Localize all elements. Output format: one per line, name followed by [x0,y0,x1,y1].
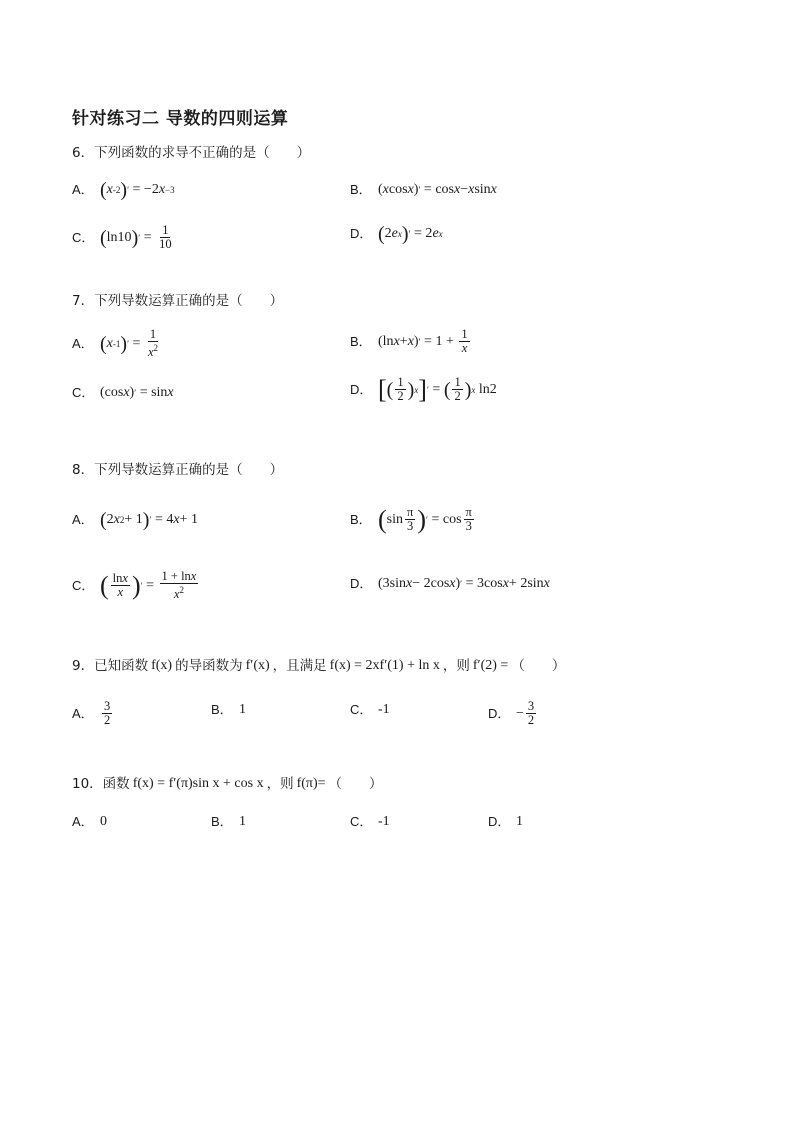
q7-option-c[interactable] [72,383,174,403]
option-label: C． [72,577,95,593]
math-expression: ( x -1 ) ′ = $\frac{1}{x^2}$ [100,327,158,360]
option-label: C． [72,229,95,245]
option-label: D． [350,576,373,591]
q9-option-a[interactable] [72,700,114,727]
math-inline: f(x) [151,658,173,673]
q8-option-d[interactable] [350,574,550,594]
option-label: A． [72,512,94,527]
stem-text: ，则 [442,658,470,674]
math-expression: -1 [378,814,390,829]
math-expression: ( 2 x 2 + 1 ) ′ = 4 x + 1 [100,509,198,531]
option-label: A． [72,705,94,721]
q10-option-c[interactable] [350,812,390,832]
math-expression: ( $\frac{\ln x}{x}$ ) ′ = $\frac{1 + \ln x}{x^2}$ [100,569,197,602]
q8-option-c[interactable] [72,570,200,601]
math-expression: (3sin x − 2cos x ) ′ = 3cos x + 2sin x [378,576,550,591]
question-6-stem: 6．下列函数的求导不正确的是（ ） [72,145,311,161]
q9-option-c[interactable] [350,700,390,720]
math-expression: ( ln10 ) ′ = $\frac{1}{10}$ [100,223,172,251]
option-label: B． [211,814,233,829]
math-inline: f(π)= [296,776,326,791]
option-label: B． [350,333,372,349]
option-label: C． [350,814,373,829]
q9-option-b[interactable] [211,700,246,720]
stem-text: 10．函数 [72,776,130,792]
option-label: A． [72,335,94,351]
math-expression: ( 2 e x ) ′ = 2 e x [378,223,443,245]
q6-option-b[interactable] [350,180,497,200]
math-expression: 1 [239,702,246,717]
math-inline: f(x) = f′(π)sin x + cos x [132,776,264,791]
math-expression: 1 [516,814,523,829]
q8-option-b[interactable] [350,506,476,533]
stem-text: 9．已知函数 [72,658,149,674]
math-expression: (ln x + x ) ′ = 1 + $\frac{1}{x}$ [378,327,468,355]
math-expression: (cos x ) ′ = sin x [100,385,174,400]
option-label: B． [350,511,372,527]
math-expression: ( x -2 ) ′ = −2 x −3 [100,179,175,201]
q7-option-d[interactable] [350,376,497,403]
stem-text: ，则 [266,776,294,792]
q9-option-d[interactable] [488,700,538,727]
math-expression: -1 [378,702,390,717]
stem-text: ，且满足 [272,658,327,674]
math-expression: $\frac{3}{2}$ [104,699,111,727]
question-8-stem: 8．下列导数运算正确的是（ ） [72,462,284,478]
math-expression: ( sin $\frac{\pi}{3}$ ) ′ = cos $\frac{\pi}{3}$ [378,504,472,534]
q10-option-a[interactable] [72,812,107,832]
option-label: D． [350,226,373,241]
option-label: B． [211,702,233,717]
math-expression: [ ( $\frac{1}{2}$ ) x ] ′ = ( $\frac{1}{2}$ ) x ln2 [378,374,497,404]
math-inline: f′(x) [245,658,270,673]
math-expression: 1 [239,814,246,829]
q10-option-b[interactable] [211,812,246,832]
stem-text: 的导函数为 [175,658,243,674]
math-expression: − $\frac{3}{2}$ [516,699,535,727]
option-label: D． [488,814,511,829]
option-label: C． [72,385,95,400]
option-label: B． [350,182,372,197]
option-label: A． [72,814,94,829]
question-9-stem [72,656,565,676]
stem-text: （ ） [328,776,383,792]
option-label: C． [350,702,373,717]
math-inline: f(x) = 2xf′(1) + ln x [329,658,440,673]
q6-option-c[interactable] [72,224,176,251]
q7-option-a[interactable] [72,328,162,359]
q6-option-d[interactable] [350,224,443,244]
question-10-stem [72,774,383,794]
math-expression: ( x cos x ) ′ = cos x − x sin x [378,182,497,197]
math-expression: 0 [100,814,107,829]
q10-option-d[interactable] [488,812,523,832]
option-label: A． [72,182,94,197]
q6-option-a[interactable] [72,180,175,200]
q8-option-a[interactable] [72,510,198,530]
question-7-stem: 7．下列导数运算正确的是（ ） [72,293,284,309]
math-inline: f′(2) = [472,658,509,673]
option-label: D． [350,381,373,397]
option-label: D． [488,705,511,721]
page-title: 针对练习二 导数的四则运算 [72,109,289,129]
stem-text: （ ） [511,658,566,674]
q7-option-b[interactable] [350,328,472,355]
